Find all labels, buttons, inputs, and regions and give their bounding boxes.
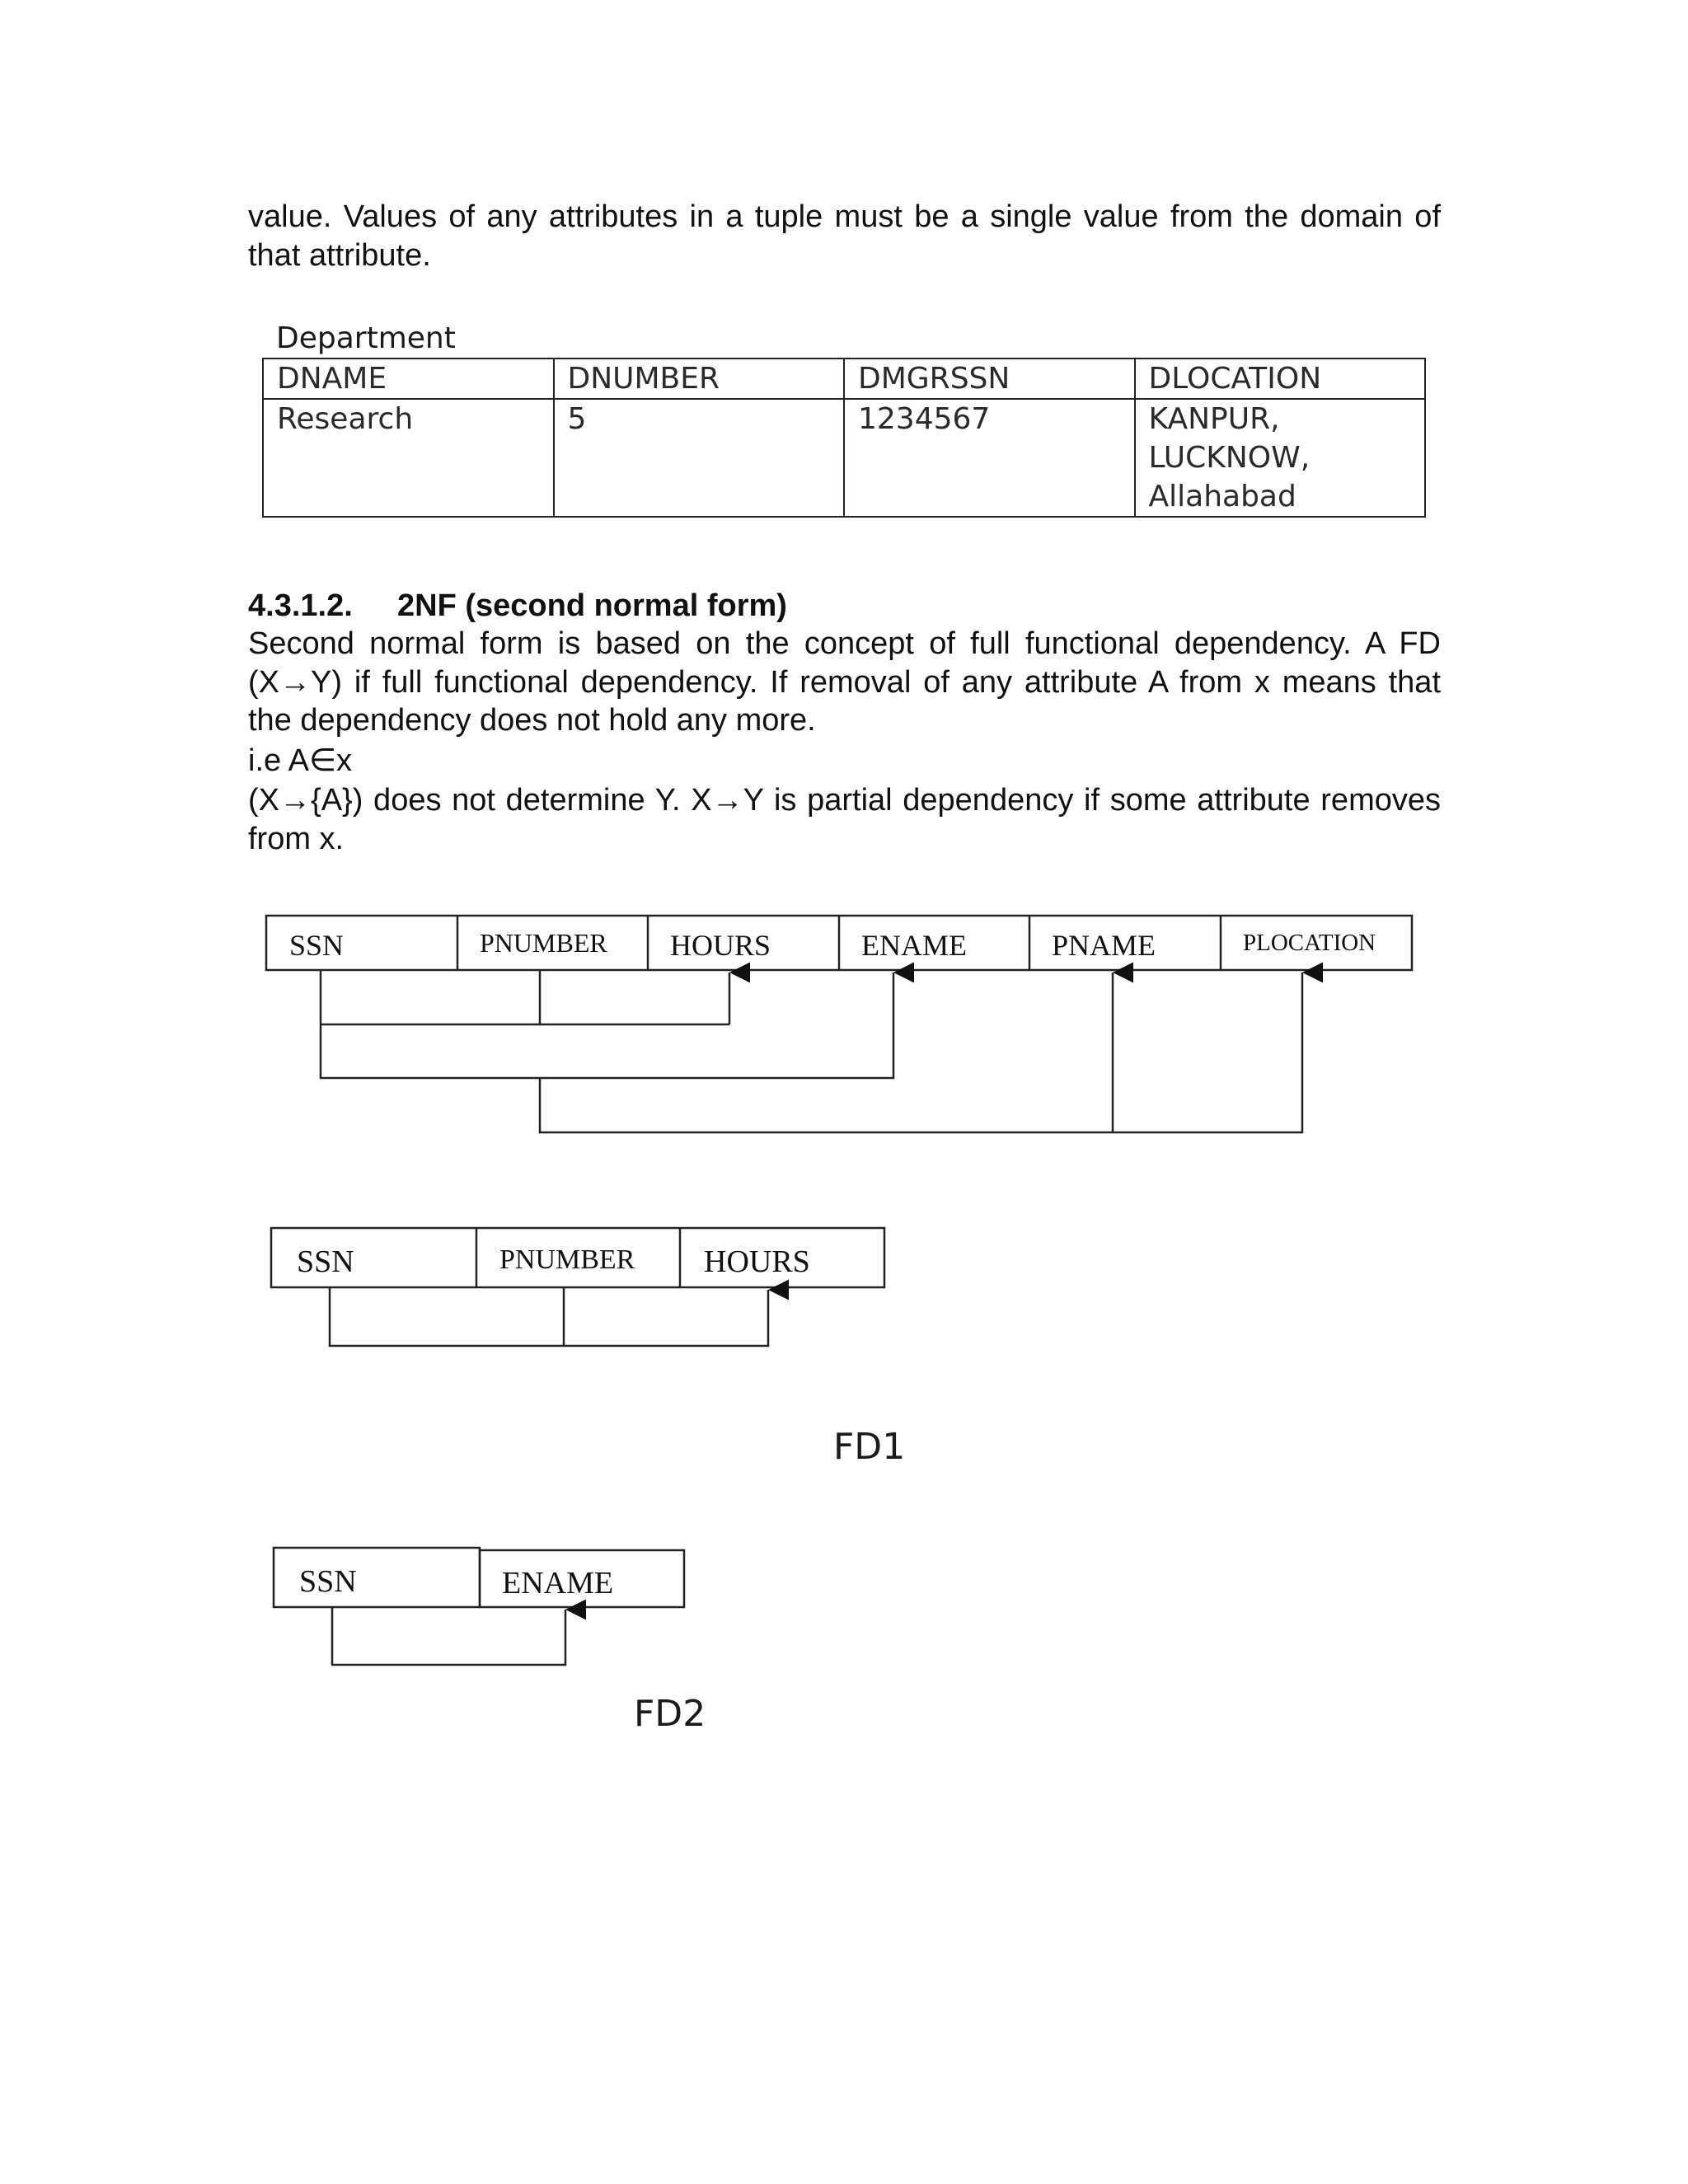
fd1-label: FD1	[833, 1426, 906, 1468]
header-dname: DNAME	[263, 359, 554, 399]
section-number: 4.3.1.2.	[248, 588, 353, 623]
header-dlocation: DLOCATION	[1135, 359, 1426, 399]
ie-line: i.e A∈x	[248, 743, 353, 778]
dependency-lines	[321, 970, 1302, 1132]
section-paragraph-2: (X→{A}) does not determine Y. X→Y is partial dependency if some attribute removes from x.	[248, 783, 1441, 856]
cell-dlocation: KANPUR, LUCKNOW, Allahabad	[1135, 399, 1426, 517]
fd1-attr-ssn: SSN	[297, 1244, 354, 1279]
header-dmgrssn: DMGRSSN	[844, 359, 1135, 399]
fd2-attr-ename: ENAME	[502, 1566, 614, 1601]
fd1-dependency-lines	[330, 1287, 768, 1346]
cell-dnumber: 5	[554, 399, 845, 517]
attr-ssn: SSN	[289, 929, 345, 962]
attr-plocation: PLOCATION	[1243, 930, 1376, 956]
dependency-diagram-fd1	[0, 1220, 907, 1368]
attr-pname: PNAME	[1052, 929, 1156, 962]
department-caption: Department	[276, 321, 456, 355]
attr-ename: ENAME	[861, 929, 967, 962]
fd1-attr-hours: HOURS	[704, 1244, 810, 1279]
fd2-label: FD2	[634, 1693, 706, 1735]
attr-pnumber: PNUMBER	[480, 928, 607, 958]
attr-hours: HOURS	[670, 929, 771, 962]
section-title: 2NF (second normal form)	[397, 588, 787, 623]
cell-dname: Research	[263, 399, 554, 517]
intro-paragraph: value. Values of any attributes in a tuple must be a single value from the domain of that attribute.	[248, 199, 1441, 273]
header-dnumber: DNUMBER	[554, 359, 845, 399]
cell-dmgrssn: 1234567	[844, 399, 1135, 517]
dependency-diagram-fd2	[0, 1541, 742, 1673]
fd2-dependency-lines	[332, 1607, 565, 1665]
section-paragraph: Second normal form is based on the concept of full functional dependency. A FD (X→Y) if full functional dependency. If removal of any attribute A from x means that the dependency does not hold any more.	[248, 626, 1441, 738]
fd2-attr-ssn: SSN	[299, 1564, 357, 1599]
fd1-attr-pnumber: PNUMBER	[499, 1244, 635, 1275]
